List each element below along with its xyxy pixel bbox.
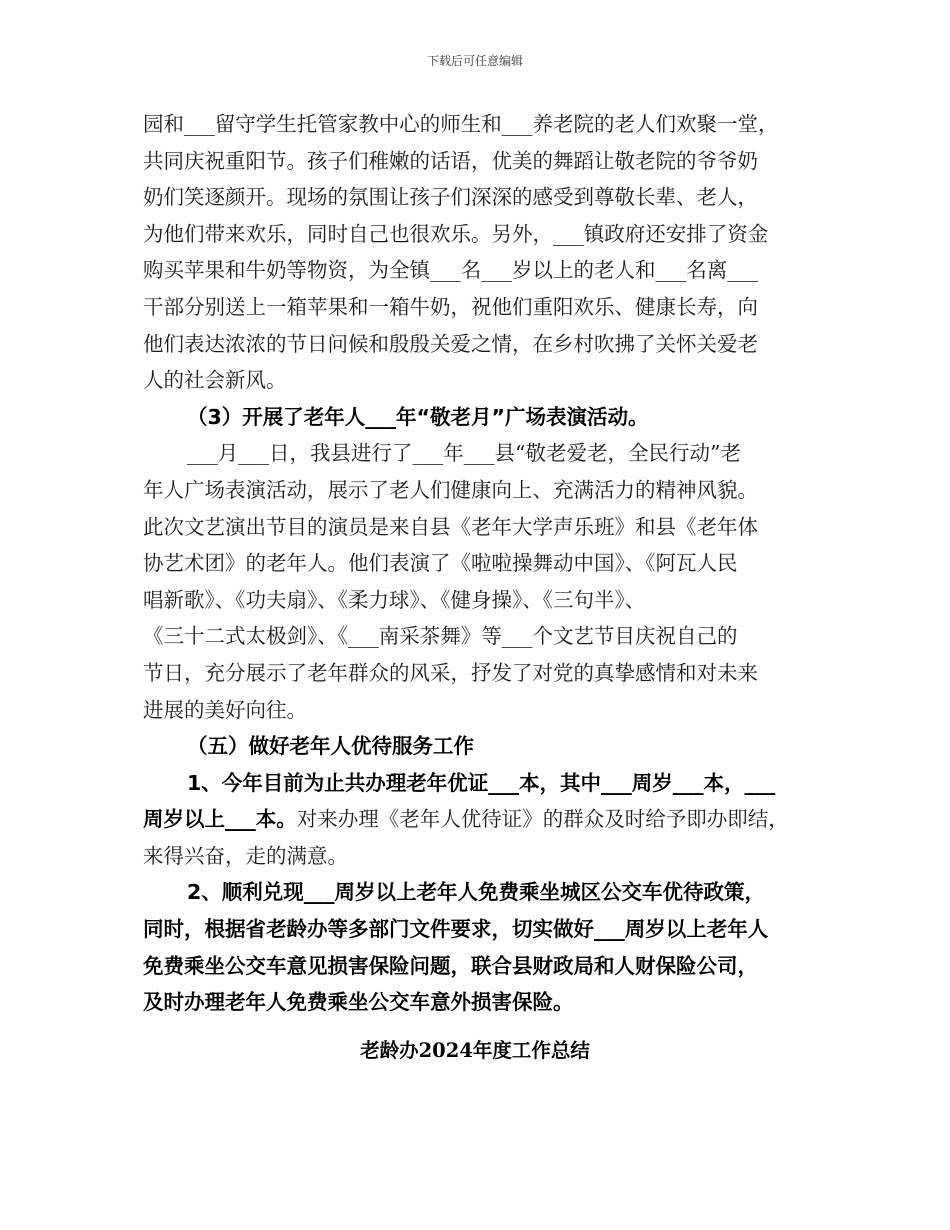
line-text: 共同庆祝重阳节。孩子们稚嫩的话语，优美的舞蹈让敬老院的爷爷奶: [143, 148, 758, 173]
line-text: （五）做好老年人优待服务工作: [187, 734, 474, 759]
text-line: [143, 618, 825, 655]
text-line: [143, 948, 825, 985]
text-line: [143, 472, 825, 509]
text-line: [143, 582, 825, 619]
line-text: 人的社会新风。: [143, 368, 287, 393]
document-title: 老龄办2024年度工作总结: [360, 1039, 590, 1062]
line-text: 年人广场表演活动，展示了老人们健康向上、充满活力的精神风貌。: [143, 477, 758, 502]
text-line: [143, 435, 825, 472]
line-text: 来得兴奋，走的满意。: [143, 843, 348, 868]
line-text: 2、顺利兑现___周岁以上老年人免费乘坐城区公交车优待政策，: [187, 880, 766, 905]
document-body: [143, 106, 825, 1021]
line-text: 购买苹果和牛奶等物资，为全镇___名___岁以上的老人和___名离___: [143, 258, 758, 283]
text-line: [143, 655, 825, 692]
line-text: 此次文艺演出节目的演员是来自县《老年大学声乐班》和县《老年体: [143, 514, 758, 539]
text-line: [143, 911, 825, 948]
line-text: 奶们笑逐颜开。现场的氛围让孩子们深深的感受到尊敬长辈、老人，: [143, 185, 758, 210]
text-line: [143, 801, 825, 838]
text-line: [143, 728, 825, 765]
line-text: 周岁以上___本。: [143, 807, 297, 832]
line-text: ___月___日，我县进行了___年___县“敬老爱老，全民行动”老: [187, 441, 741, 466]
line-text-rest: 对来办理《老年人优待证》的群众及时给予即办即结，: [296, 807, 789, 832]
line-text: 免费乘坐公交车意见损害保险问题，联合县财政局和人财保险公司，: [143, 953, 758, 978]
text-line: [143, 838, 825, 875]
line-text: 《三十二式太极剑》、《___南采茶舞》等___个文艺节目庆祝自己的: [143, 624, 738, 649]
line-text: 进展的美好向往。: [143, 697, 307, 722]
text-line: [143, 179, 825, 216]
text-line: [143, 106, 825, 143]
text-line: [143, 545, 825, 582]
text-line: [143, 399, 825, 436]
line-text: 园和___留守学生托管家教中心的师生和___养老院的老人们欢聚一堂，: [143, 112, 779, 136]
line-text: 及时办理老年人免费乘坐公交车意外损害保险。: [143, 990, 574, 1015]
line-text: 为他们带来欢乐，同时自己也很欢乐。另外，___镇政府还安排了资金: [143, 221, 769, 246]
line-text: 节日，充分展示了老年群众的风采，抒发了对党的真挚感情和对未来: [143, 660, 758, 685]
line-text: 干部分别送上一箱苹果和一箱牛奶，祝他们重阳欢乐、健康长寿，向: [143, 294, 758, 319]
line-text: 唱新歌》、《功夫扇》、《柔力球》、《健身操》、《三句半》、: [143, 587, 646, 612]
text-line: [143, 509, 825, 546]
page-header: 下载后可任意编辑: [426, 54, 523, 68]
line-text: 协艺术团》的老年人。他们表演了《啦啦操舞动中国》、《阿瓦人民: [143, 551, 738, 576]
text-line: [143, 289, 825, 326]
text-line: [143, 765, 825, 802]
line-text: 1、今年目前为止共办理老年优证___本，其中___周岁___本，___: [187, 770, 776, 795]
text-line: [143, 252, 825, 289]
text-line: [143, 984, 825, 1021]
text-line: [143, 143, 825, 180]
text-line: [143, 874, 825, 911]
line-text: 同时，根据省老龄办等多部门文件要求，切实做好___周岁以上老年人: [143, 917, 769, 942]
line-text: 他们表达浓浓的节日问候和殷殷关爱之情，在乡村吹拂了关怀关爱老: [143, 331, 758, 356]
text-line: [143, 216, 825, 253]
text-line: [143, 362, 825, 399]
text-line: [143, 692, 825, 729]
line-text: （3）开展了老年人___年“敬老月”广场表演活动。: [187, 404, 649, 429]
text-line: [143, 326, 825, 363]
